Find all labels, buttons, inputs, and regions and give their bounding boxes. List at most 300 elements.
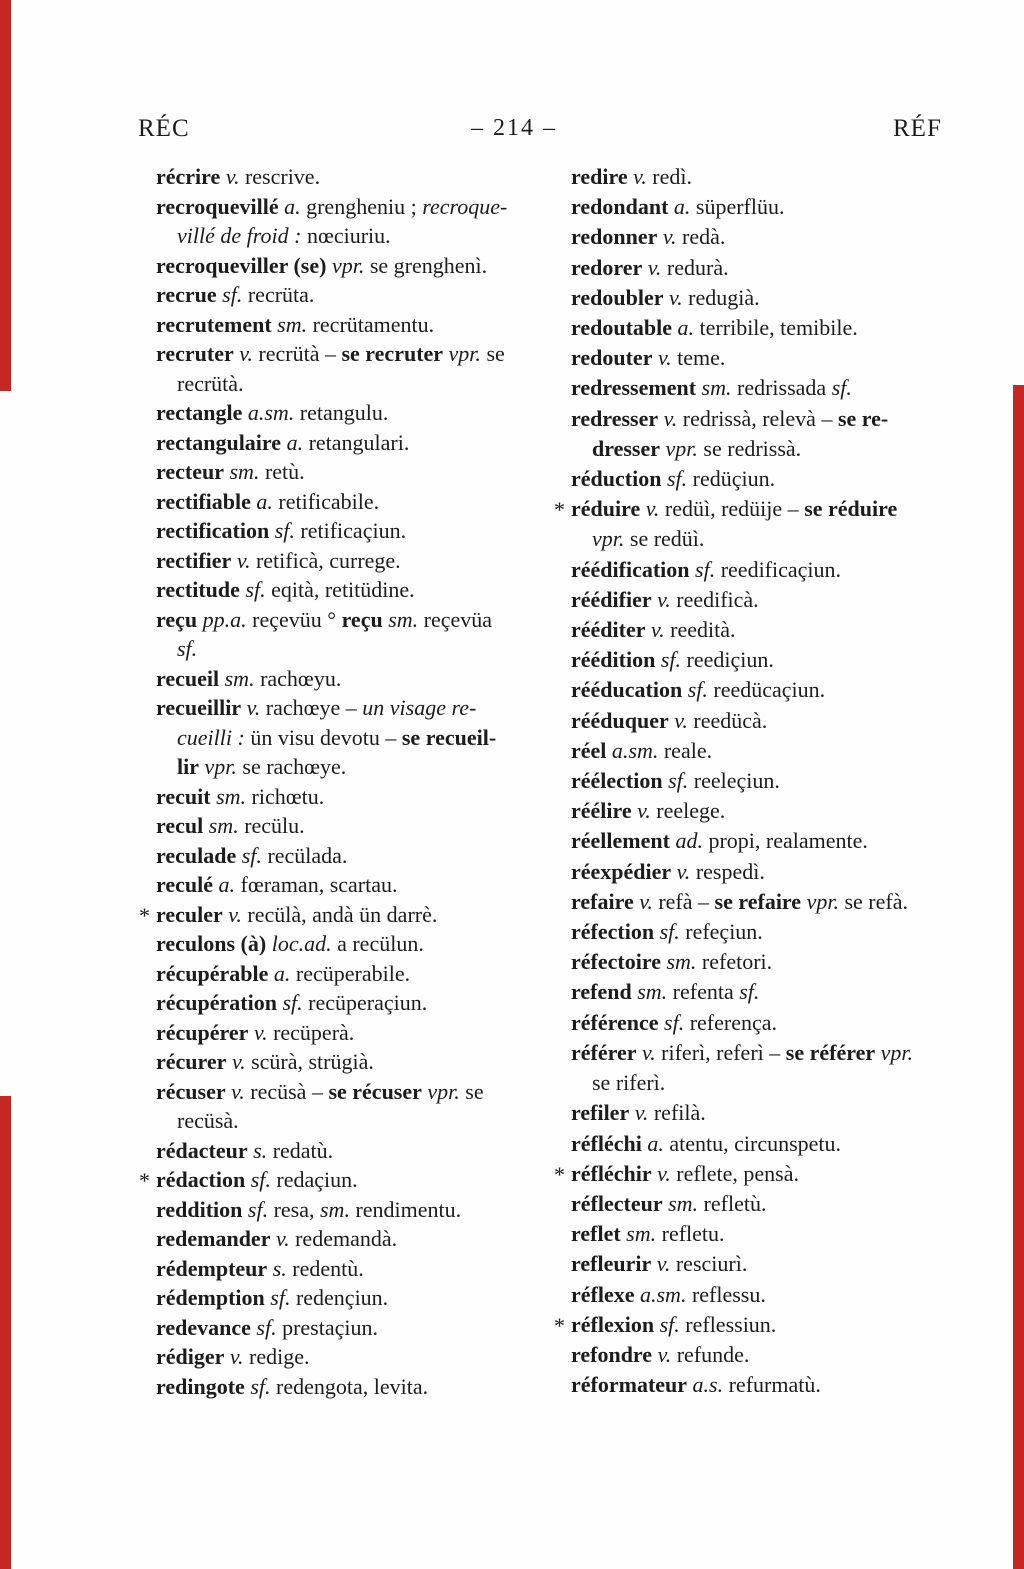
headword: se re-: [837, 405, 889, 431]
headword: recueillir: [156, 695, 242, 720]
grammar-label: s.: [253, 1137, 268, 1163]
dictionary-entry: [551, 162, 991, 192]
translation-text: recüperà.: [267, 1019, 355, 1045]
grammar-label: recroque-: [422, 193, 508, 219]
scan-edge-bar-left-top: [0, 0, 11, 391]
headword: rédemption: [156, 1285, 265, 1310]
translation-text: refurmatù.: [723, 1372, 821, 1398]
translation-text: a recülun.: [331, 931, 424, 956]
headword: récupérer: [156, 1019, 249, 1045]
grammar-label: loc.ad.: [271, 931, 332, 956]
translation-text: reflessu.: [686, 1281, 766, 1307]
translation-text: recülà, andà ün darrè.: [241, 901, 438, 927]
grammar-label: sm.: [216, 783, 247, 809]
translation-text: retificabile.: [272, 488, 380, 514]
headword: redouter: [571, 345, 653, 371]
translation-text: redì.: [646, 164, 692, 189]
grammar-label: a.sm.: [640, 1281, 687, 1307]
headword: reflet: [571, 1221, 621, 1247]
headword: redorer: [571, 254, 643, 280]
translation-text: scürà, strügià.: [245, 1049, 374, 1074]
translation-text: redaçiun.: [270, 1167, 358, 1192]
grammar-label: vpr.: [806, 888, 839, 914]
translation-text: se: [480, 341, 505, 366]
grammar-label: v.: [246, 695, 261, 720]
grammar-label: sf.: [282, 990, 303, 1015]
translation-text: redüçiun.: [687, 466, 776, 492]
headword: récupérable: [156, 960, 269, 986]
translation-text: se: [459, 1078, 484, 1104]
grammar-label: sf.: [250, 1373, 271, 1399]
grammar-label: sf.: [247, 1196, 269, 1222]
headword: réel: [571, 737, 607, 763]
translation-text: fœraman, scartau.: [235, 872, 398, 897]
headword: rédaction: [156, 1167, 246, 1192]
grammar-label: sm.: [626, 1221, 657, 1247]
translation-text: recrütà.: [177, 370, 244, 396]
translation-text: reedücaçiun.: [707, 677, 826, 703]
entry-star-marker: *: [554, 497, 565, 523]
headword: refiler: [571, 1100, 630, 1126]
grammar-label: sm.: [229, 459, 260, 484]
headword: reddition: [156, 1196, 243, 1222]
grammar-label: vpr.: [331, 252, 365, 278]
headword: recrue: [156, 282, 217, 307]
headword: se récuser: [328, 1078, 422, 1104]
dictionary-entry: [551, 977, 991, 1007]
dictionary-entry: [551, 585, 991, 615]
grammar-label: a.sm.: [611, 737, 659, 763]
grammar-label: sm.: [666, 949, 697, 975]
translation-text: reedücà.: [687, 707, 768, 733]
headword: récuser: [156, 1078, 226, 1104]
translation-text: ün visu devotu –: [244, 724, 402, 750]
grammar-label: sf.: [664, 1009, 685, 1035]
translation-text: reflete, pensà.: [670, 1160, 800, 1186]
dictionary-entry: [551, 555, 991, 585]
dictionary-entry: [136, 1136, 576, 1166]
translation-text: redüì, redüije –: [659, 496, 805, 522]
grammar-label: v.: [639, 888, 653, 914]
headword: recueil: [156, 665, 220, 691]
translation-text: refilà.: [648, 1100, 706, 1126]
grammar-label: sf.: [177, 636, 198, 661]
dictionary-entry: [136, 900, 576, 930]
translation-text: retificà, currege.: [250, 547, 401, 573]
dictionary-entry: [136, 1342, 576, 1372]
headword: réellement: [571, 828, 670, 854]
grammar-label: ad.: [675, 828, 703, 854]
headword: redonner: [571, 224, 658, 250]
dictionary-entry: [551, 1189, 991, 1219]
dictionary-entry: [551, 1310, 991, 1340]
translation-text: reeleçiun.: [688, 768, 780, 794]
grammar-label: sm.: [637, 979, 668, 1005]
grammar-label: v.: [668, 284, 683, 310]
headword: recroqueviller (se): [156, 252, 327, 278]
dictionary-entry: [551, 253, 991, 283]
dictionary-entry: [551, 1370, 991, 1400]
grammar-label: v.: [253, 1019, 268, 1045]
translation-text: reçevüu °: [246, 606, 342, 632]
grammar-label: sm.: [277, 311, 308, 337]
translation-text: reedità.: [664, 617, 736, 643]
dictionary-entry: [136, 516, 576, 546]
translation-text: rachœyu.: [254, 665, 342, 691]
translation-text: atentu, circunspetu.: [663, 1130, 842, 1156]
dictionary-entry: [136, 487, 576, 517]
headword: réflexion: [571, 1311, 655, 1337]
dictionary-entry: [551, 736, 991, 766]
grammar-label: v.: [656, 1251, 671, 1277]
dictionary-entry: [551, 222, 991, 252]
headword: recroquevillé: [156, 193, 279, 219]
headword: refend: [571, 979, 632, 1005]
grammar-label: sf.: [245, 577, 266, 602]
dictionary-entry: [136, 1165, 576, 1195]
grammar-label: sm.: [668, 1190, 699, 1216]
headword: redresser: [571, 405, 659, 431]
dictionary-entry: [551, 464, 991, 494]
grammar-label: sm.: [320, 1196, 350, 1222]
translation-text: se grenghenì.: [364, 252, 488, 278]
translation-text: recüperabile.: [290, 960, 411, 986]
grammar-label: v.: [657, 345, 672, 371]
dictionary-entry: [136, 693, 576, 782]
grammar-label: v.: [657, 1160, 671, 1186]
grammar-label: sf.: [659, 1311, 680, 1337]
translation-text: redençiun.: [290, 1285, 389, 1310]
headword: recul: [156, 813, 204, 838]
dictionary-entry: [136, 280, 576, 310]
grammar-label: v.: [231, 1078, 245, 1104]
dictionary-entry: [551, 192, 991, 222]
headword: redoutable: [571, 315, 673, 341]
grammar-label: vpr.: [880, 1039, 913, 1065]
grammar-label: a.s.: [692, 1372, 724, 1398]
headword: réfléchir: [571, 1160, 652, 1186]
dictionary-entry: [551, 706, 991, 736]
grammar-label: v.: [637, 798, 651, 824]
column-right: [551, 162, 991, 1400]
translation-text: terribile, temibile.: [694, 315, 858, 341]
dictionary-entry: [136, 428, 576, 458]
grammar-label: vpr.: [592, 526, 625, 552]
grammar-label: sf.: [668, 768, 689, 794]
dictionary-entry: [136, 605, 576, 664]
dictionary-entry: [551, 313, 991, 343]
dictionary-entry: [551, 1340, 991, 1370]
grammar-label: sf.: [660, 647, 682, 673]
dictionary-entry: [136, 575, 576, 605]
dictionary-entry: [551, 1129, 991, 1159]
headword: redemander: [156, 1226, 271, 1251]
dictionary-entry: [551, 494, 991, 554]
dictionary-entry: [551, 1159, 991, 1189]
translation-text: redemandà.: [289, 1226, 398, 1251]
dictionary-entry: [136, 1283, 576, 1313]
grammar-label: sf.: [256, 1314, 277, 1340]
dictionary-entry: [551, 1038, 991, 1098]
translation-text: se refà.: [838, 888, 908, 914]
translation-text: redentù.: [286, 1255, 364, 1281]
translation-text: refetori.: [696, 949, 773, 975]
translation-text: prestaçiun.: [276, 1314, 378, 1340]
dictionary-entry: [136, 1195, 576, 1225]
grammar-label: sf.: [739, 979, 760, 1005]
headword: refondre: [571, 1341, 653, 1367]
headword: réfléchi: [571, 1130, 642, 1156]
headword: réédition: [571, 647, 656, 673]
translation-text: retangulu.: [294, 400, 389, 425]
dictionary-entry: [136, 782, 576, 812]
dictionary-entry: [136, 929, 576, 959]
dictionary-entry: [136, 1018, 576, 1048]
grammar-label: sf.: [666, 466, 688, 492]
dictionary-entry: [136, 398, 576, 428]
dictionary-entry: [551, 887, 991, 917]
dictionary-entry: [551, 615, 991, 645]
translation-text: recüsà –: [244, 1078, 329, 1104]
translation-text: se redrissà.: [697, 435, 802, 461]
translation-text: refeçiun.: [679, 919, 763, 945]
translation-text: recrüta.: [242, 282, 315, 307]
translation-text: refletu.: [656, 1221, 725, 1247]
dictionary-entry: [551, 917, 991, 947]
grammar-label: sf.: [687, 677, 708, 703]
grammar-label: a.: [647, 1130, 664, 1156]
grammar-label: vpr.: [448, 341, 481, 366]
translation-text: nœciuriu.: [301, 223, 391, 248]
dictionary-entry: [136, 251, 576, 281]
translation-text: richœtu.: [246, 783, 325, 809]
dictionary-entry: [551, 766, 991, 796]
scan-edge-bar-left-bottom: [0, 1096, 11, 1569]
grammar-label: v.: [642, 1039, 656, 1065]
translation-text: redige.: [243, 1344, 310, 1369]
translation-text: redugià.: [682, 284, 760, 310]
translation-text: resciurì.: [670, 1251, 748, 1277]
translation-text: grengheniu ;: [300, 193, 423, 219]
dictionary-entry: [136, 841, 576, 871]
headword: réfectoire: [571, 949, 661, 975]
headword: rédiger: [156, 1344, 225, 1369]
dictionary-entry: [136, 457, 576, 487]
grammar-label: v.: [239, 341, 253, 366]
grammar-label: vpr.: [204, 754, 237, 779]
grammar-label: v.: [229, 1344, 244, 1369]
grammar-label: v.: [634, 1100, 649, 1126]
grammar-label: v.: [663, 405, 678, 431]
headword: rédacteur: [156, 1137, 248, 1163]
translation-text: se rachœye.: [236, 754, 347, 779]
headword: réduire: [571, 496, 641, 522]
grammar-label: v.: [633, 164, 647, 189]
grammar-label: v.: [676, 858, 691, 884]
translation-text: eqità, retitüdine.: [265, 577, 415, 602]
headword: recruter: [156, 341, 234, 366]
entry-star-marker: *: [554, 1161, 565, 1187]
grammar-label: s.: [272, 1255, 287, 1281]
translation-text: reedificà.: [670, 586, 759, 612]
translation-text: redrissada: [731, 375, 832, 401]
dictionary-entry: [136, 811, 576, 841]
dictionary-entry: [551, 343, 991, 373]
grammar-label: a.: [677, 315, 695, 341]
dictionary-entry: [551, 675, 991, 705]
grammar-label: a.: [673, 194, 691, 220]
translation-text: teme.: [671, 345, 726, 371]
dictionary-entry: [136, 1254, 576, 1284]
headword: se refaire: [714, 888, 802, 914]
headword: rectangle: [156, 400, 243, 425]
entry-star-marker: *: [554, 1312, 565, 1338]
dictionary-entry: [551, 1008, 991, 1038]
scan-edge-bar-right: [1013, 385, 1024, 1569]
headword: rectangulaire: [156, 429, 282, 455]
dictionary-entry: [136, 192, 576, 251]
translation-text: redatù.: [267, 1137, 334, 1163]
grammar-label: v.: [231, 1049, 246, 1074]
dictionary-entry: [136, 870, 576, 900]
grammar-label: a.: [218, 872, 236, 897]
grammar-label: v.: [236, 547, 251, 573]
translation-text: recrütà –: [252, 341, 342, 366]
headword: réduction: [571, 466, 662, 492]
grammar-label: a.: [286, 429, 304, 455]
headword: rectification: [156, 518, 270, 543]
guide-word-left: RÉC: [138, 115, 190, 142]
dictionary-entry: [551, 947, 991, 977]
grammar-label: un visage re-: [362, 695, 477, 720]
headword: recuit: [156, 783, 211, 809]
translation-text: redrissà, relevà –: [677, 405, 838, 431]
translation-text: rachœye –: [260, 695, 363, 720]
dictionary-entry: [551, 826, 991, 856]
dictionary-entry: [136, 1313, 576, 1343]
grammar-label: sm.: [208, 813, 239, 838]
translation-text: retangulari.: [303, 429, 410, 455]
grammar-label: vpr.: [665, 435, 698, 461]
dictionary-entry: [136, 546, 576, 576]
grammar-label: a.: [256, 488, 273, 514]
headword: reculer: [156, 901, 223, 927]
dictionary-entry: [551, 1280, 991, 1310]
translation-text: refenta: [667, 979, 740, 1005]
grammar-label: sf.: [241, 842, 262, 868]
translation-text: recülada.: [261, 842, 348, 868]
grammar-label: sm.: [701, 375, 732, 401]
translation-text: referença.: [684, 1009, 778, 1035]
grammar-label: v.: [674, 707, 688, 733]
headword: reçu: [341, 606, 383, 632]
headword: récupération: [156, 990, 277, 1015]
dictionary-entry: [136, 959, 576, 989]
page-number: – 214 –: [471, 115, 557, 141]
headword: rééduquer: [571, 707, 669, 733]
headword: réélection: [571, 768, 663, 794]
translation-text: retù.: [259, 459, 305, 484]
dictionary-entry: [551, 796, 991, 826]
grammar-label: sf.: [659, 919, 680, 945]
dictionary-entry: [551, 1098, 991, 1128]
entry-star-marker: *: [139, 1168, 150, 1193]
translation-text: redurà.: [661, 254, 729, 280]
grammar-label: sf.: [831, 375, 852, 401]
headword: reculons (à): [156, 931, 267, 956]
headword: réfection: [571, 919, 655, 945]
translation-text: refletù.: [698, 1190, 767, 1216]
grammar-label: sm.: [388, 606, 419, 632]
grammar-label: vpr.: [427, 1078, 460, 1104]
dictionary-entry: [136, 988, 576, 1018]
translation-text: resa,: [268, 1196, 320, 1222]
headword: rééditer: [571, 617, 646, 643]
headword: réflexe: [571, 1281, 635, 1307]
grammar-label: sf.: [274, 518, 295, 543]
grammar-label: v.: [657, 586, 671, 612]
headword: réflecteur: [571, 1190, 663, 1216]
headword: recteur: [156, 459, 224, 484]
dictionary-entry: [551, 404, 991, 464]
dictionary-entry: [551, 373, 991, 403]
headword: se référer: [785, 1039, 876, 1065]
translation-text: respedì.: [690, 858, 765, 884]
translation-text: propi, realamente.: [702, 828, 868, 854]
grammar-label: villé de froid :: [177, 223, 302, 248]
grammar-label: sf.: [250, 1167, 271, 1192]
grammar-label: v.: [645, 496, 660, 522]
translation-text: reediçiun.: [681, 647, 774, 673]
headword: référence: [571, 1009, 659, 1035]
dictionary-entry: [551, 857, 991, 887]
translation-text: reçevüa: [418, 606, 493, 632]
translation-text: se redüì.: [624, 526, 705, 552]
dictionary-entry: [551, 1249, 991, 1279]
headword: réexpédier: [571, 858, 672, 884]
grammar-label: v.: [225, 164, 240, 189]
headword: récurer: [156, 1049, 227, 1074]
headword: reculé: [156, 872, 214, 897]
headword: rééducation: [571, 677, 683, 703]
headword: réformateur: [571, 1372, 688, 1398]
headword: recrutement: [156, 311, 272, 337]
translation-text: reedificaçiun.: [715, 556, 842, 582]
translation-text: recüsà.: [177, 1108, 239, 1133]
headword: rectifiable: [156, 488, 251, 514]
grammar-label: a.sm.: [247, 400, 295, 425]
headword: se réduire: [804, 496, 898, 522]
headword: rectifier: [156, 547, 232, 573]
headword: redressement: [571, 375, 697, 401]
headword: rectitude: [156, 577, 240, 602]
dictionary-entry: [136, 1372, 576, 1402]
headword: refleurir: [571, 1251, 652, 1277]
headword: réélire: [571, 798, 632, 824]
translation-text: refà –: [652, 888, 715, 914]
headword: redire: [571, 164, 628, 189]
translation-text: riferì, referì –: [655, 1039, 786, 1065]
grammar-label: v.: [657, 1341, 672, 1367]
headword: réédifier: [571, 586, 652, 612]
translation-text: rendimentu.: [349, 1196, 462, 1222]
grammar-label: pp.a.: [202, 606, 247, 632]
grammar-label: a.: [273, 960, 291, 986]
grammar-label: v.: [651, 617, 665, 643]
translation-text: se riferì.: [592, 1070, 666, 1096]
translation-text: reflessiun.: [679, 1311, 777, 1337]
dictionary-entry: [136, 339, 576, 398]
